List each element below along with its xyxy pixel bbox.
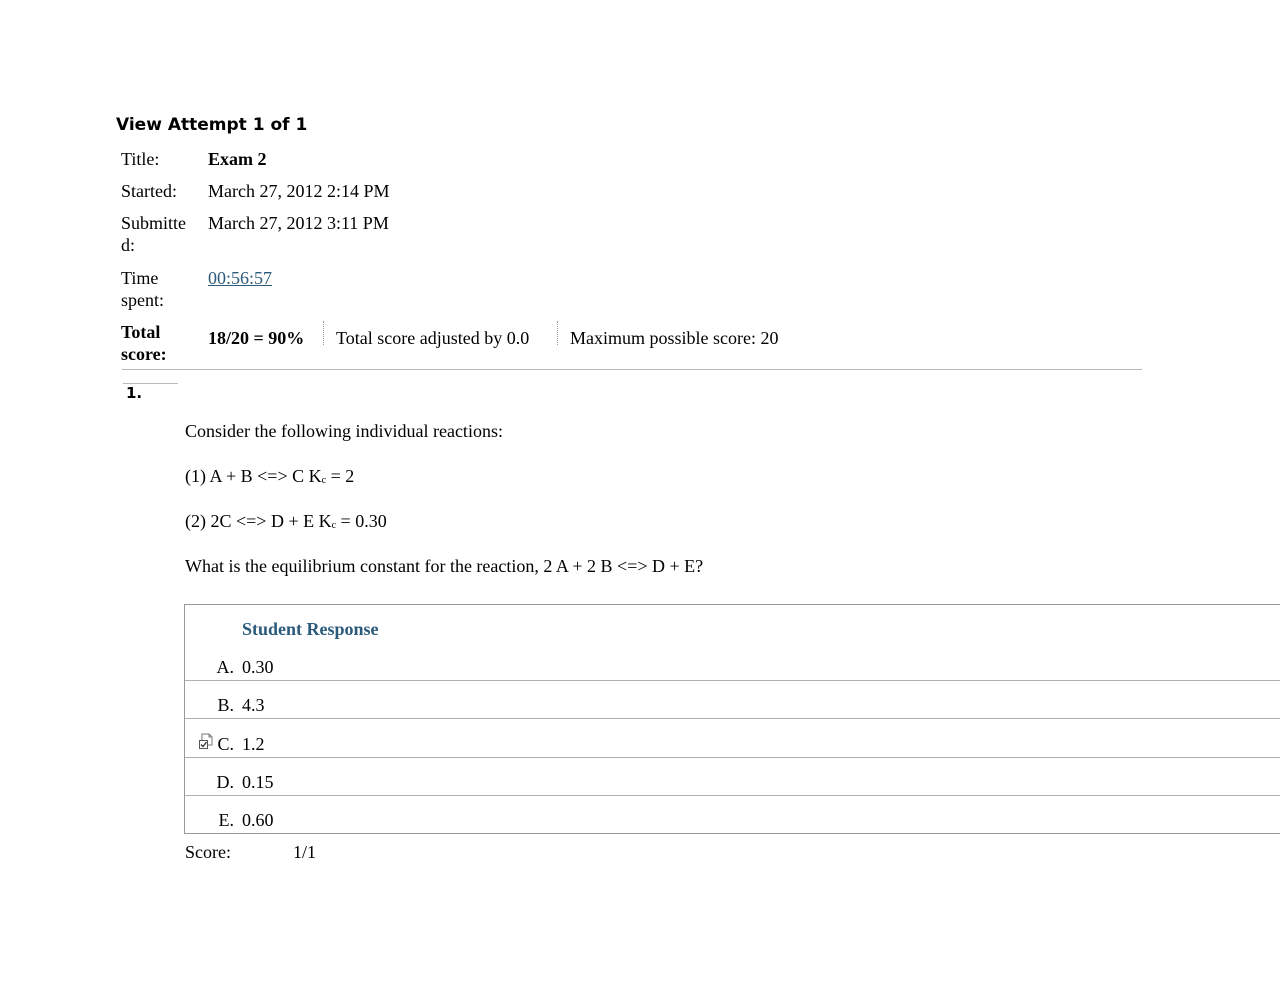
option-row-e[interactable] xyxy=(185,795,1280,833)
option-letter: C. xyxy=(217,734,234,754)
adjusted-score: Total score adjusted by 0.0 xyxy=(336,328,530,348)
option-row-d[interactable] xyxy=(185,757,1280,796)
option-text[interactable]: 1.2 xyxy=(242,734,265,754)
option-text[interactable]: 4.3 xyxy=(242,695,265,715)
title-value: Exam 2 xyxy=(208,149,267,169)
option-row-a[interactable] xyxy=(185,642,1280,681)
score-value: 1/1 xyxy=(293,842,317,862)
total-score-label: Total score: xyxy=(121,322,167,364)
question-score-row xyxy=(185,841,317,863)
option-letter: B. xyxy=(217,695,234,715)
score-label: Score: xyxy=(185,842,231,862)
option-letter: D. xyxy=(216,772,234,792)
option-letter: A. xyxy=(216,657,234,677)
divider xyxy=(122,369,1142,370)
question-prompt: Consider the following individual reactions: xyxy=(185,421,503,441)
reaction-1 xyxy=(185,465,354,492)
page-heading: View Attempt 1 of 1 xyxy=(116,115,308,135)
response-table xyxy=(184,604,1280,834)
option-text[interactable]: 0.30 xyxy=(242,657,274,677)
submitted-value: March 27, 2012 3:11 PM xyxy=(208,213,389,233)
response-header: Student Response xyxy=(242,619,379,639)
reaction-2-value: = 0.30 xyxy=(336,511,387,531)
reaction-2-text: (2) 2C <=> D + E K xyxy=(185,511,332,531)
reaction-2-subscript: c xyxy=(331,520,337,531)
reaction-2 xyxy=(185,510,387,537)
time-spent-label: Time spent: xyxy=(121,268,164,310)
question-ask: What is the equilibrium constant for the reaction, 2 A + 2 B <=> D + E? xyxy=(185,556,704,576)
score-separator xyxy=(323,321,324,345)
title-label: Title: xyxy=(121,149,160,169)
maximum-score: Maximum possible score: 20 xyxy=(570,328,779,348)
option-letter: E. xyxy=(218,810,234,830)
total-score-value: 18/20 = 90% xyxy=(208,328,305,348)
reaction-1-value: = 2 xyxy=(326,466,355,486)
option-row-b[interactable] xyxy=(185,680,1280,719)
option-text[interactable]: 0.60 xyxy=(242,810,274,830)
started-value: March 27, 2012 2:14 PM xyxy=(208,181,390,201)
reaction-1-subscript: c xyxy=(321,475,327,486)
submitted-label: Submitted: xyxy=(121,213,187,255)
checked-answer-icon xyxy=(199,733,213,749)
time-spent-link[interactable]: 00:56:57 xyxy=(208,268,273,288)
started-label: Started: xyxy=(121,181,177,201)
option-text[interactable]: 0.15 xyxy=(242,772,274,792)
question-number: 1. xyxy=(126,384,143,402)
option-row-c[interactable] xyxy=(185,718,1280,758)
score-separator xyxy=(557,321,558,345)
reaction-1-text: (1) A + B <=> C K xyxy=(185,466,322,486)
